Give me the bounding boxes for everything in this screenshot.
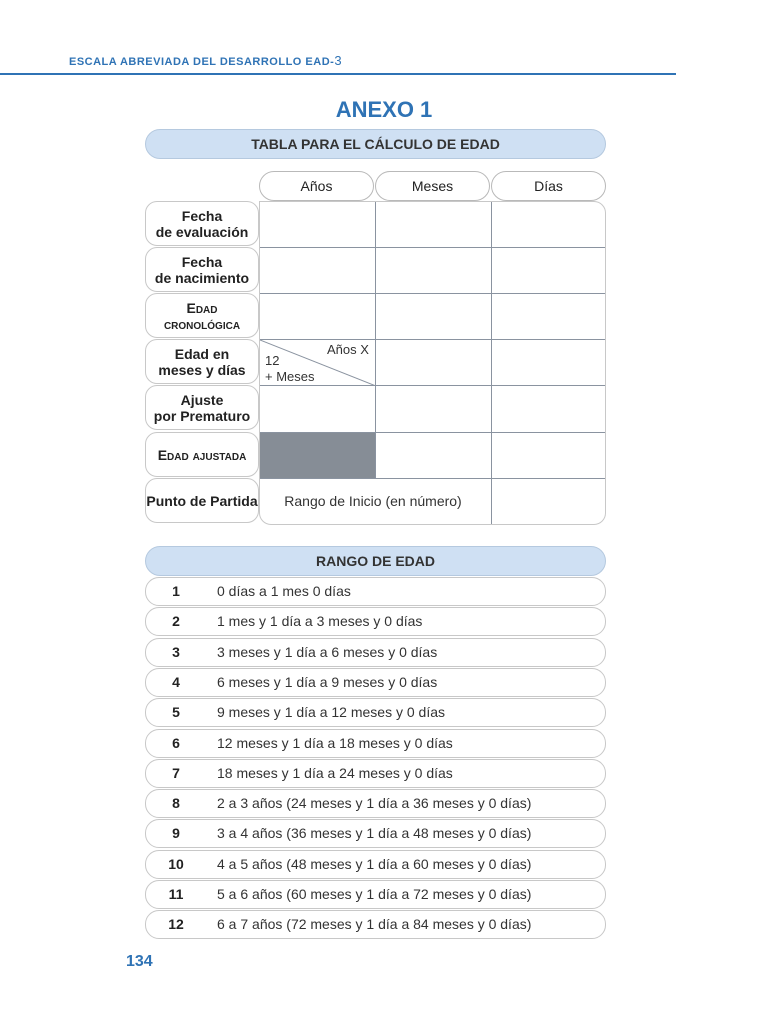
calc-grid (259, 201, 606, 525)
age-range-text: 6 a 7 años (72 meses y 1 día a 84 meses y 0 días) (217, 916, 532, 932)
age-range-number: 10 (168, 856, 184, 872)
cell-adjusted-shaded (260, 433, 376, 479)
age-range-text: 3 meses y 1 día a 6 meses y 0 días (217, 644, 438, 660)
age-range-number: 1 (172, 583, 180, 599)
age-range-number: 12 (168, 916, 184, 932)
cell-adjusted-days[interactable] (492, 433, 606, 479)
cell-chrono-years[interactable] (260, 294, 376, 340)
age-range-number: 6 (172, 735, 180, 751)
age-range-row (145, 698, 606, 727)
age-range-text: 2 a 3 años (24 meses y 1 día a 36 meses y 0 días) (217, 795, 532, 811)
age-range-row (145, 910, 606, 939)
age-range-text: 5 a 6 años (60 meses y 1 día a 72 meses y 0 días) (217, 886, 532, 902)
cell-chrono-months[interactable] (376, 294, 492, 340)
age-range-row (145, 880, 606, 909)
column-header-months: Meses (375, 171, 490, 201)
age-range-row (145, 850, 606, 879)
cell-premature-years[interactable] (260, 386, 376, 433)
age-range-number: 3 (172, 644, 180, 660)
cell-premature-days[interactable] (492, 386, 606, 433)
running-header-text: ESCALA ABREVIADA DEL DESARROLLO EAD- (69, 56, 335, 68)
age-range-number: 9 (172, 825, 180, 841)
row-label-birth-date (145, 247, 259, 292)
age-range-text: 1 mes y 1 día a 3 meses y 0 días (217, 613, 423, 629)
row-label-line: cronológica (163, 315, 241, 332)
running-header (69, 53, 342, 68)
age-range-number: 2 (172, 613, 180, 629)
row-label-adjusted-age (145, 432, 259, 477)
age-range-number: 4 (172, 674, 180, 690)
age-range-text: 18 meses y 1 día a 24 meses y 0 días (217, 765, 453, 781)
start-range-label: Rango de Inicio (en número) (284, 493, 462, 509)
age-range-row (145, 759, 606, 788)
header-rule (0, 73, 676, 75)
row-label-chronological-age (145, 293, 259, 338)
diag-months-label: + Meses (265, 369, 315, 384)
cell-birth-years[interactable] (260, 248, 376, 294)
running-header-number: 3 (334, 53, 343, 68)
diag-years-label: Años X (327, 342, 369, 357)
row-label-age-months-days (145, 339, 259, 384)
age-range-number: 8 (172, 795, 180, 811)
row-label-evaluation-date (145, 201, 259, 246)
cell-eval-days[interactable] (492, 202, 606, 248)
row-label-line: de nacimiento (154, 269, 250, 286)
cell-start-value[interactable] (492, 479, 606, 525)
row-label-line: Edad en (174, 345, 230, 362)
page-number: 134 (126, 953, 153, 970)
cell-agemd-months[interactable] (376, 340, 492, 386)
cell-diagonal-years-months[interactable] (260, 340, 376, 386)
column-header-years: Años (259, 171, 374, 201)
row-label-line: Fecha (181, 253, 223, 270)
age-range-row (145, 729, 606, 758)
column-header-days: Días (491, 171, 606, 201)
page-title: ANEXO 1 (335, 97, 433, 122)
row-label-line: de evaluación (155, 223, 249, 240)
age-range-row (145, 819, 606, 848)
calc-table-title: TABLA PARA EL CÁLCULO DE EDAD (145, 129, 606, 159)
cell-agemd-days[interactable] (492, 340, 606, 386)
row-label-premature-adjustment (145, 385, 259, 430)
row-label-line: Edad ajustada (157, 446, 247, 463)
age-range-row (145, 607, 606, 636)
row-label-line: Punto de Partida (146, 492, 258, 509)
cell-birth-days[interactable] (492, 248, 606, 294)
age-range-row (145, 577, 606, 606)
age-range-text: 4 a 5 años (48 meses y 1 día a 60 meses y 0 días) (217, 856, 532, 872)
row-label-line: por Prematuro (153, 407, 251, 424)
cell-premature-months[interactable] (376, 386, 492, 433)
age-range-row (145, 668, 606, 697)
cell-start-range[interactable] (260, 479, 492, 525)
age-range-number: 7 (172, 765, 180, 781)
cell-eval-months[interactable] (376, 202, 492, 248)
row-label-line: meses y días (158, 361, 246, 378)
age-range-text: 3 a 4 años (36 meses y 1 día a 48 meses y 0 días) (217, 825, 532, 841)
age-range-text: 6 meses y 1 día a 9 meses y 0 días (217, 674, 438, 690)
age-range-text: 12 meses y 1 día a 18 meses y 0 días (217, 735, 453, 751)
cell-eval-years[interactable] (260, 202, 376, 248)
cell-birth-months[interactable] (376, 248, 492, 294)
age-range-number: 11 (168, 886, 184, 902)
row-label-line: Ajuste (180, 391, 224, 408)
diag-twelve-label: 12 (265, 353, 280, 368)
cell-adjusted-months[interactable] (376, 433, 492, 479)
row-label-line: Edad (186, 299, 218, 316)
age-range-number: 5 (172, 704, 180, 720)
row-label-starting-point (145, 478, 259, 523)
age-range-title: RANGO DE EDAD (145, 546, 606, 576)
age-range-text: 9 meses y 1 día a 12 meses y 0 días (217, 704, 446, 720)
row-label-line: Fecha (181, 207, 223, 224)
age-range-row (145, 789, 606, 818)
age-range-text: 0 días a 1 mes 0 días (217, 583, 351, 599)
cell-chrono-days[interactable] (492, 294, 606, 340)
age-range-row (145, 638, 606, 667)
